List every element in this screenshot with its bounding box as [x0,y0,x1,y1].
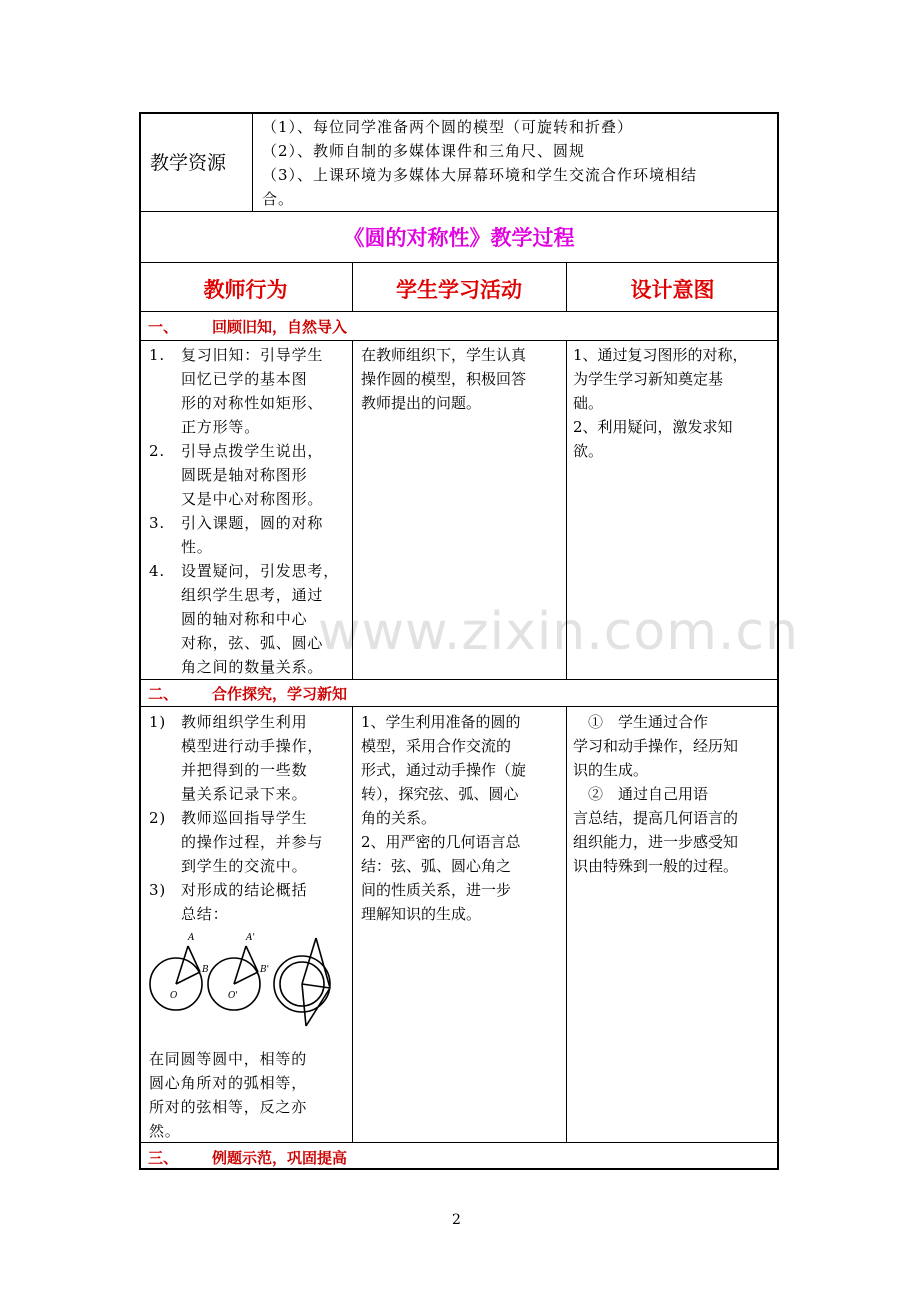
grid-line [252,112,253,212]
grid-line [139,262,779,263]
grid-line [139,679,779,680]
grid-line [352,340,353,679]
chord-line [246,946,258,972]
figure-label: B' [260,965,270,975]
grid-line [566,706,567,1142]
document-page: www.zixin.com.cn 教学资源 （1）、每位同学准备两个圆的模型（可旋转和折叠） （2）、教师自制的多媒体课件和三角尺、圆规 （3）、上课环境为多媒体大屏幕环境和学生交流合作环境相结 合。 《圆的对称性》教学过程 教师行为 学生学习活动 设计意图 一、 回顾旧知，自然导入 二、 合作探究，学习新知 三、 例题示范，巩固提高 1. 复习旧知：引导学生 回忆已学的基本图 形的对称性如矩形、 正方形等。 2. 引导点拨学生说出， 圆既是轴对称图形 又是中心对称图形。 3. 引入课题，圆的对称 性。 4. 设置疑问，引发思考， 组织学生思考，通过 圆的轴对称和中心 对称，弦、弧、圆心 角之间的数量关系。 在教师组织下，学生认真 操作圆的模型，积极回答 教师提出的问题。 1、通过复习图形的对称， 为学生学习新知奠定基 础。 2、利用疑问，激发求知 欲。 1) 教师组织学生利用 模型进行动手操作， 并把得到的一些数 量关系记录下来。 2) 教师巡回指导学生 的操作过程，并参与 到学生的交流中。 3) 对形成的结论概括 总结： A B O A' B' O' 在同圆等圆中，相等的 圆心角所对的弧相等， 所对的弦相等，反之亦 然。 1、学生利用准备的圆的 模型，采用合作交流的 形式，通过动手操作（旋 转），探究弦、弧、圆心 角的关系。 2、用严密的几何语言总 结：弦、弧、圆心角之 间的性质关系，进一步 理解知识的生成。 ① 学生通过合作 学习和动手操作，经历知 识的生成。 ② 通过自己用语 言总结，提高几何语言的 组织能力，进一步感受知 识由特殊到一般的过程。 2 [0,0,920,1302]
figure-label: A [188,933,195,943]
page-number: 2 [452,1212,461,1228]
resources-line: 合。 [262,190,295,208]
radius-line [302,984,330,988]
figure-label: A' [246,933,255,943]
radius-line [302,938,316,984]
grid-line [139,340,779,341]
resources-label: 教学资源 [150,152,227,174]
resources-line: （2）、教师自制的多媒体课件和三角尺、圆规 [262,142,586,160]
design-intent: 1、通过复习图形的对称， 为学生学习新知奠定基 础。 2、利用疑问，激发求知 欲。 [573,346,748,460]
figure-label: B [202,965,209,975]
section-heading-1: 一、 回顾旧知，自然导入 [148,318,348,336]
circle-figure [148,928,344,1040]
design-intent: ① 学生通过合作 学习和动手操作，经历知 识的生成。 ② 通过自己用语 言总结，提高几何语言的 组织能力，进一步感受知 识由特殊到一般的过程。 [573,713,739,875]
watermark: www.zixin.com.cn [318,602,799,662]
process-title: 《圆的对称性》教学过程 [343,226,575,250]
grid-line [566,340,567,679]
section-heading-2: 二、 合作探究，学习新知 [148,685,348,703]
grid-line [139,211,779,212]
figure-label: O' [228,991,238,1001]
section-heading-3: 三、 例题示范，巩固提高 [148,1149,348,1167]
resources-line: （1）、每位同学准备两个圆的模型（可旋转和折叠） [262,118,634,136]
conclusion-text: 在同圆等圆中，相等的 圆心角所对的弧相等， 所对的弦相等，反之亦 然。 [149,1050,308,1140]
chord-line [188,946,200,972]
column-header-teacher: 教师行为 [203,278,288,302]
student-activity: 1、学生利用准备的圆的 模型，采用合作交流的 形式，通过动手操作（旋 转），探究弦、弧、圆心 角的关系。 2、用严密的几何语言总 结：弦、弧、圆心角之 间的性质关系，进一步 理解知识的生成。 [361,713,527,923]
column-header-student: 学生学习活动 [396,278,522,302]
figure-label: O [170,991,178,1001]
column-header-design: 设计意图 [630,278,715,302]
resources-line: （3）、上课环境为多媒体大屏幕环境和学生交流合作环境相结 [262,166,698,184]
grid-line [139,706,779,707]
chord-line [306,988,330,1026]
grid-line [139,311,779,312]
student-activity: 在教师组织下，学生认真 操作圆的模型，积极回答 教师提出的问题。 [361,346,527,412]
grid-line [352,706,353,1142]
